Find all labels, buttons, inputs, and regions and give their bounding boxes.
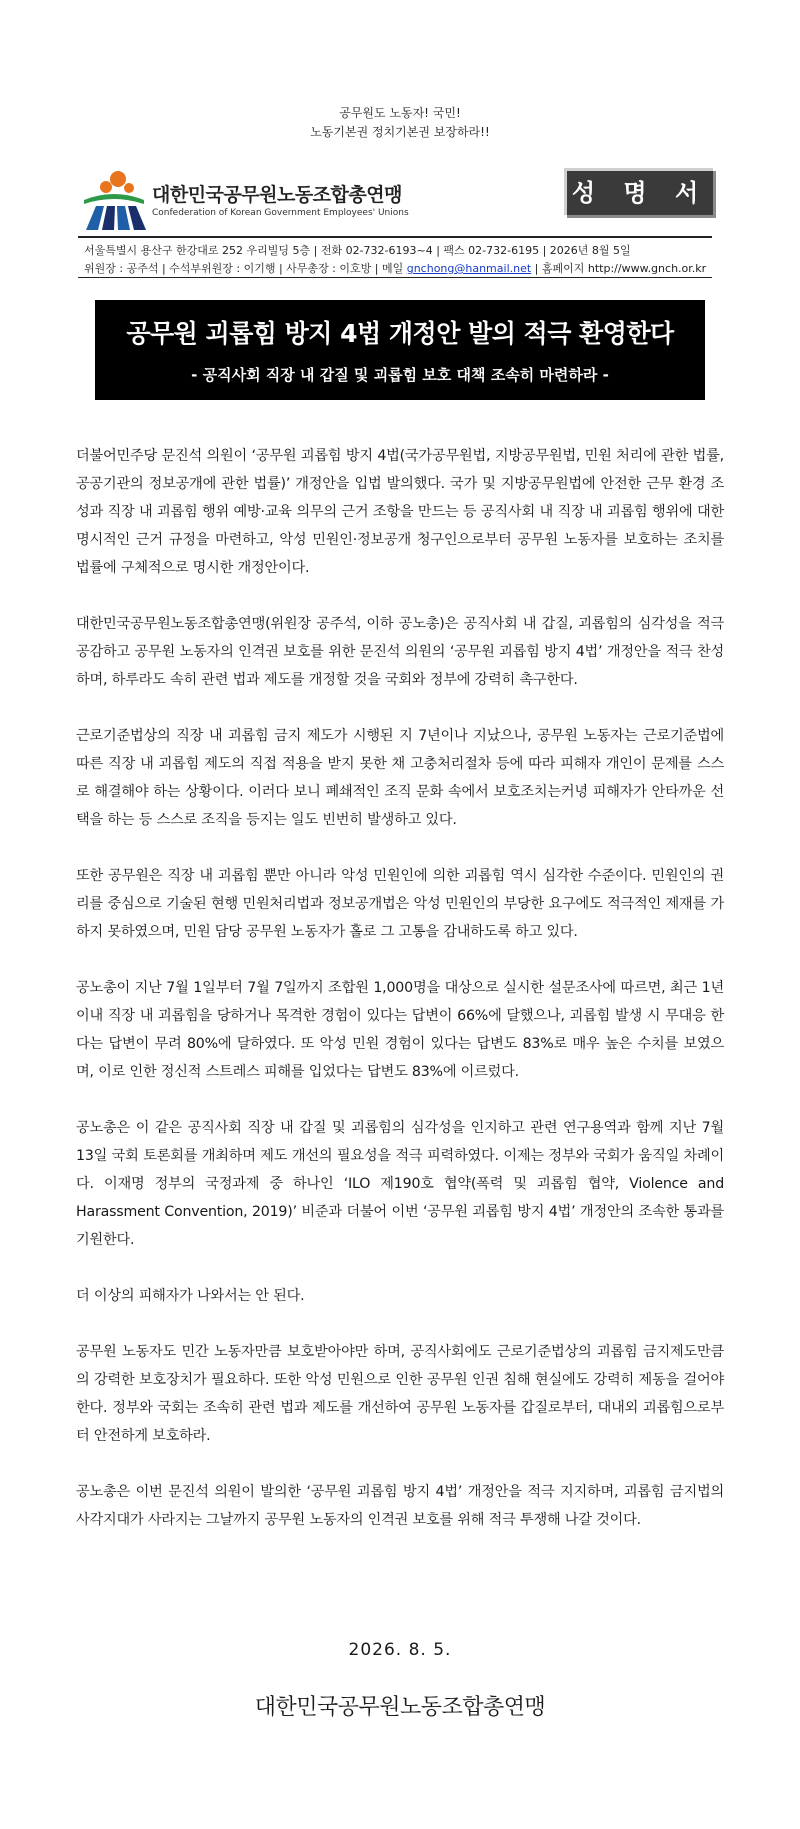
body-paragraph: 또한 공무원은 직장 내 괴롭힘 뿐만 아니라 악성 민원인에 의한 괴롭힘 역시 심각한 수준이다. 민원인의 권리를 중심으로 기술된 현행 민원처리법과 정보공개법은 악성 민원인의 부당한 요구에도 적극적인 제재를 가하지 못하였으며, 민원 담당 공무원 노동자가 홀로 그 고통을 감내하도록 하고 있다. (76, 868, 724, 940)
org-logo-icon (80, 168, 148, 230)
contact-line-2 (84, 260, 706, 276)
body-paragraph: 더불어민주당 문진석 의원이 ‘공무원 괴롭힘 방지 4법(국가공무원법, 지방공무원법, 민원 처리에 관한 법률, 공공기관의 정보공개에 관한 법률)’ 개정안을 입법 발의했다. 국가 및 지방공무원법에 안전한 근무 환경 조성과 직장 내 괴롭힘 행위 예방·교육 의무의 근거 조항을 만드는 등 공직사회 내 직장 내 괴롭힘 행위에 대한 명시적인 근거 규정을 마련하고, 악성 민원인·정보공개 청구인으로부터 공무원 노동자를 보호하는 조치를 법률에 구체적으로 명시한 개정안이다. (76, 448, 724, 576)
statement-title: 공무원 괴롭힘 방지 4법 개정안 발의 적극 환영한다 (126, 319, 674, 348)
contact-line-2-suffix: | 홈페이지 http://www.gnch.or.kr (531, 262, 707, 275)
org-name-korean: 대한민국공무원노동조합총연맹 (152, 184, 402, 206)
contact-line-2-prefix: 위원장 : 공주석 | 수석부위원장 : 이기행 | 사무총장 : 이호방 | 메일 (84, 262, 407, 275)
body-paragraph: 공노총은 이 같은 공직사회 직장 내 갑질 및 괴롭힘의 심각성을 인지하고 관련 연구용역과 함께 지난 7월 13일 국회 토론회를 개최하며 제도 개선의 필요성을 적극 피력하였다. 이제는 정부와 국회가 움직일 차례이다. 이재명 정부의 국정과제 중 하나인 ‘ILO 제190호 협약(폭력 및 괴롭힘 협약, Violence and Harassment Convention, 2019)’ 비준과 더불어 이번 ‘공무원 괴롭힘 방지 4법’ 개정안의 조속한 통과를 기원한다. (76, 1120, 724, 1248)
slogan-line-2: 노동기본권 정치기본권 보장하라!! (310, 125, 490, 139)
contact-line-1: 서울특별시 용산구 한강대로 252 우리빌딩 5층 | 전화 02-732-6193~4 | 팩스 02-732-6195 | 2026년 8월 5일 (84, 244, 631, 257)
header-rule-bottom (78, 277, 712, 278)
email-link[interactable]: gnchong@hanmail.net (406, 262, 532, 275)
slogan-line-1: 공무원도 노동자! 국민! (339, 106, 461, 120)
body-paragraph: 근로기준법상의 직장 내 괴롭힘 금지 제도가 시행된 지 7년이나 지났으나, 공무원 노동자는 근로기준법에 따른 직장 내 괴롭힘 제도의 직접 적용을 받지 못한 채 고충처리절차 등에 따라 피해자 개인이 문제를 스스로 해결해야 하는 상황이다. 이러다 보니 폐쇄적인 조직 문화 속에서 보호조치는커녕 피해자가 안타까운 선택을 하는 등 스스로 조직을 등지는 일도 빈번히 발생하고 있다. (76, 728, 724, 828)
body-paragraph: 공무원 노동자도 민간 노동자만큼 보호받아야만 하며, 공직사회에도 근로기준법상의 괴롭힘 금지제도만큼의 강력한 보호장치가 필요하다. 또한 악성 민원으로 인한 공무원 인권 침해 현실에도 강력히 제동을 걸어야 한다. 정부와 국회는 조속히 관련 법과 제도를 개선하여 공무원 노동자를 갑질로부터, 대내외 괴롭힘으로부터 안전하게 보호하라. (76, 1344, 724, 1444)
header-rule-top (78, 236, 712, 238)
statement-badge: 성 명 서 (564, 168, 713, 215)
body-paragraph: 대한민국공무원노동조합총연맹(위원장 공주석, 이하 공노총)은 공직사회 내 갑질, 괴롭힘의 심각성을 적극 공감하고 공무원 노동자의 인격권 보호를 위한 문진석 의원의 ‘공무원 괴롭힘 방지 4법’ 개정안을 적극 찬성하며, 하루라도 속히 관련 법과 제도를 개정할 것을 국회와 정부에 강력히 촉구한다. (76, 616, 724, 688)
statement-subtitle: - 공직사회 직장 내 갑질 및 괴롭힘 보호 대책 조속히 마련하라 - (191, 366, 609, 384)
body-paragraph: 공노총은 이번 문진석 의원이 발의한 ‘공무원 괴롭힘 방지 4법’ 개정안을 적극 지지하며, 괴롭힘 금지법의 사각지대가 사라지는 그날까지 공무원 노동자의 인격권 보호를 위해 적극 투쟁해 나갈 것이다. (76, 1484, 724, 1528)
statement-date: 2026. 8. 5. (348, 1640, 452, 1660)
signature-org-name: 대한민국공무원노동조합총연맹 (254, 1695, 546, 1720)
body-paragraph: 더 이상의 피해자가 나와서는 안 된다. (76, 1288, 305, 1304)
title-banner (95, 300, 705, 400)
org-logo (80, 168, 480, 230)
org-name-english: Confederation of Korean Government Employees' Unions (152, 208, 409, 218)
statement-body (76, 442, 724, 1562)
body-paragraph: 공노총이 지난 7월 1일부터 7월 7일까지 조합원 1,000명을 대상으로 실시한 설문조사에 따르면, 최근 1년 이내 직장 내 괴롭힘을 당하거나 목격한 경험이 있다는 답변이 66%에 달했으나, 괴롭힘 발생 시 무대응 한다는 답변이 무려 80%에 달하였다. 또 악성 민원 경험이 있다는 답변도 83%로 매우 높은 수치를 보였으며, 이로 인한 정신적 스트레스 피해를 입었다는 답변도 83%에 이르렀다. (76, 980, 724, 1080)
